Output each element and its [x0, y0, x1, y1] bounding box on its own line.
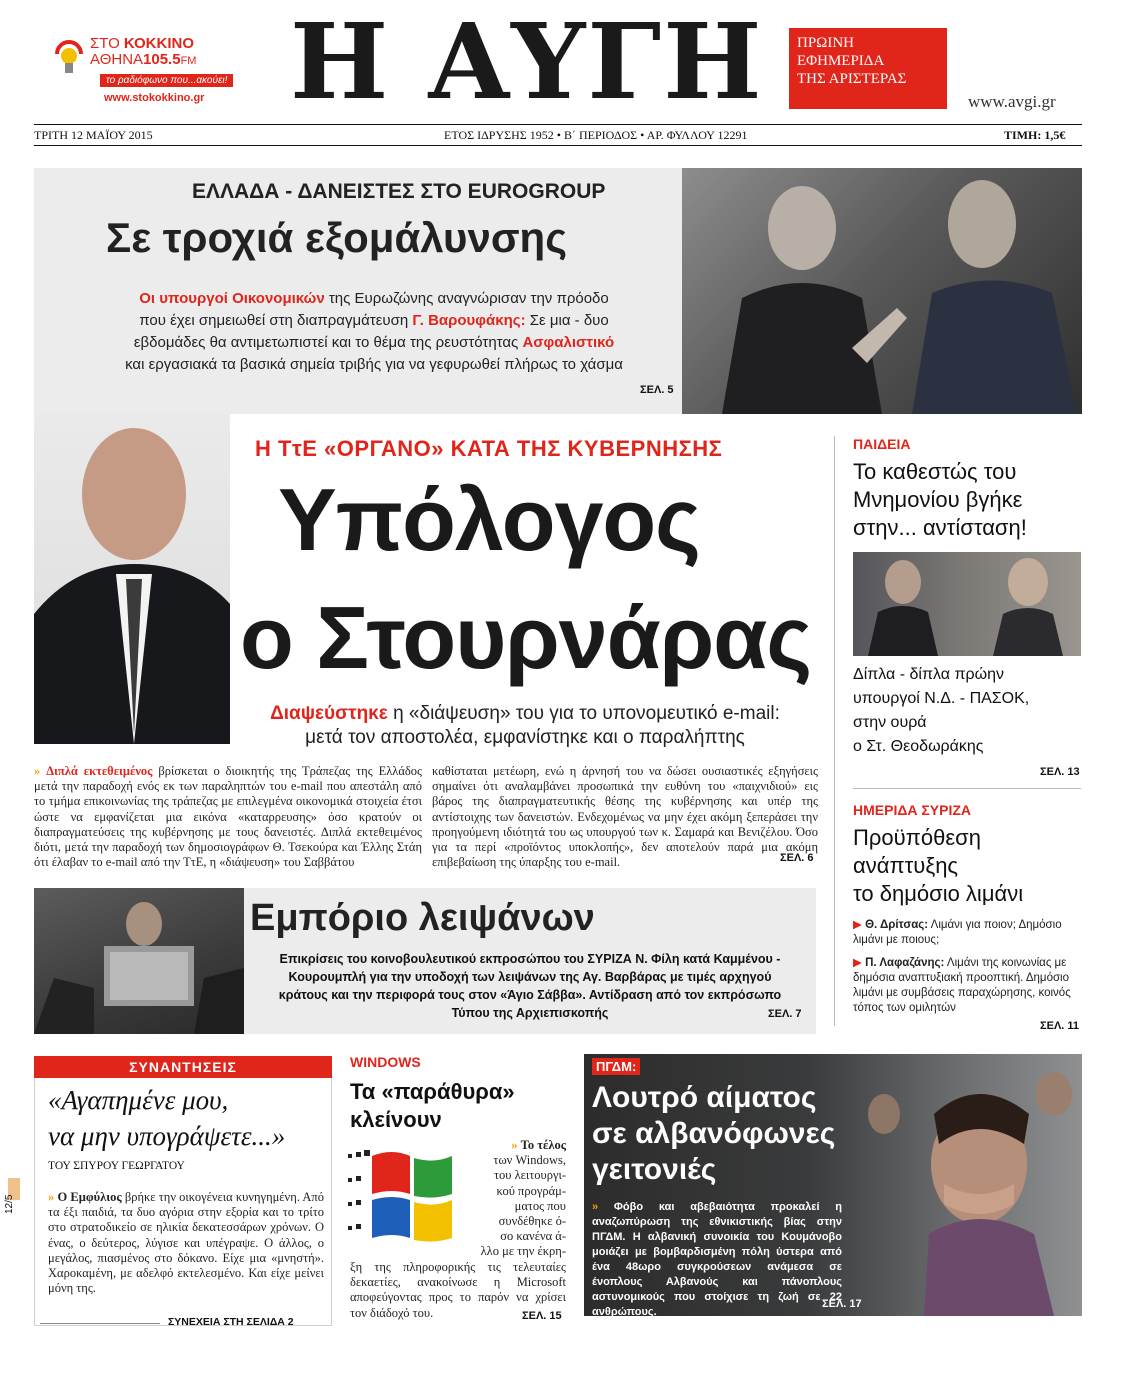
encounters-continue: ΣΥΝΕΧΕΙΑ ΣΤΗ ΣΕΛΙΔΑ 2: [168, 1316, 294, 1328]
radio-name-a: ΣΤΟ: [90, 35, 120, 52]
fyrom-headline-2: σε αλβανόφωνες: [592, 1117, 836, 1150]
stournaras-photo: [34, 414, 230, 744]
syriza-bullet-1-text: Λιμάνι για ποιον; Δημόσιο λιμάνι με ποιους;: [853, 919, 1062, 946]
relics-line-2: Κουρουμπλή για την υποδοχή των λειψάνων της Αγ. Βαρβάρας με τιμές αρχηγού: [288, 970, 772, 984]
side-date-code: 12/5: [4, 1194, 15, 1214]
encounters-body: [48, 1190, 324, 1296]
eurogroup-text-1: της Ευρωζώνης αναγνώρισαν την πρόοδο: [324, 290, 609, 307]
radio-band: FM: [180, 55, 197, 67]
right-column-divider: [834, 436, 835, 1026]
paideia-caption-1: Δίπλα - δίπλα πρώην: [853, 666, 1004, 683]
syriza-headline-2: ανάπτυξης: [853, 853, 959, 878]
syriza-bullet-2: [853, 956, 1081, 1016]
chevron-icon: »: [48, 1190, 55, 1204]
encounters-title-1: «Αγαπημένε μου,: [48, 1085, 229, 1115]
encounters-header: ΣΥΝΑΝΤΗΣΕΙΣ: [34, 1056, 332, 1078]
eurogroup-highlight-pension: Ασφαλιστικό: [522, 334, 615, 351]
fyrom-page-ref: ΣΕΛ. 17: [822, 1298, 862, 1310]
windows-headline-1: Τα «παράθυρα»: [350, 1079, 515, 1104]
price: ΤΙΜΗ: 1,5€: [1004, 128, 1066, 142]
paideia-headline-1: Το καθεστώς του: [853, 459, 1017, 484]
relics-line-3: κράτους και την περιφορά τους στον «Άγιο Σάββα». Αντίδραση από τον εκπρόσωπο: [278, 988, 782, 1002]
windows-narrow-text: [478, 1138, 566, 1244]
eurogroup-text-5: και εργασιακά τα βασικά σημεία τριβής για να γεφυρωθεί πλήρως το χάσμα: [125, 356, 623, 373]
stournaras-col2: καθίσταται μετέωρη, ενώ η άρνησή του να δώσει ουσιαστικές εξηγήσεις σημαίνει ότι αναλαμβάνει προσωπικά την ευθύνη του «παιχνιδιού» εις βάρος της διαπραγματευτικής θέσης της κυβέρνησης και υπέρ της αντίστοιχης των δανειστών. Ενδεχομένως να μην έχει ακόμη ξεπεράσει την προηγούμενη ιδιότητά του ως υπουργού των κ. Σαμαρά και Βενιζέλου. Όσο για τα περί «προϊόντος υποκλοπής», δεν αποτελούν παρά μια ακόμη επιβεβαίωση της ύπαρξης του e-mail.: [432, 764, 818, 870]
encounters-lead: Ο Εμφύλιος: [57, 1190, 122, 1204]
eurogroup-deck: [64, 288, 684, 376]
syriza-bullet-1-name: Θ. Δρίτσας:: [865, 919, 929, 931]
radio-url[interactable]: www.stokokkino.gr: [104, 92, 205, 104]
stournaras-kicker: Η ΤτΕ «ΟΡΓΑΝΟ» ΚΑΤΑ ΤΗΣ ΚΥΒΕΡΝΗΣΗΣ: [255, 436, 723, 461]
encounters-bottom-rule: [40, 1323, 160, 1324]
right-column-separator: [853, 788, 1081, 789]
windows-narrow-6: συνδέθηκε ό-: [498, 1214, 566, 1229]
fyrom-headline-3: γειτονιές: [592, 1153, 717, 1186]
eurogroup-text-3: Σε μια - δυο: [525, 312, 609, 329]
eurogroup-kicker: ΕΛΛΑΔΑ - ΔΑΝΕΙΣΤΕΣ ΣΤΟ EUROGROUP: [192, 180, 606, 203]
fyrom-headline-1: Λουτρό αίματος: [592, 1081, 817, 1114]
radio-frequency: 105.5: [143, 51, 181, 68]
eurogroup-text-2: που έχει σημειωθεί στη διαπραγμάτευση: [139, 312, 413, 329]
windows-narrow-4: κού προγράμ-: [496, 1183, 566, 1198]
paideia-headline-3: στην... αντίσταση!: [853, 515, 1027, 540]
paideia-photo: [853, 552, 1081, 656]
paideia-page-ref: ΣΕΛ. 13: [1040, 766, 1080, 778]
radio-slogan: το ραδιόφωνο που...ακούει!: [100, 74, 233, 87]
fyrom-kicker: ΠΓΔΜ:: [592, 1058, 640, 1075]
encounters-author: ΤΟΥ ΣΠΥΡΟΥ ΓΕΩΡΓΑΤΟΥ: [48, 1160, 185, 1172]
masthead-rule: [34, 124, 1082, 125]
eurogroup-headline: Σε τροχιά εξομάλυνσης: [106, 214, 568, 261]
windows-headline-2: κλείνουν: [350, 1107, 442, 1132]
relics-headline: Εμπόριο λειψάνων: [250, 897, 595, 939]
syriza-bullet-2-name: Π. Λαφαζάνης:: [865, 957, 945, 969]
eurogroup-photo: [682, 168, 1082, 414]
eurogroup-text-4: εβδομάδες θα αντιμετωπιστεί και το θέμα της ρευστότητας: [133, 334, 523, 351]
eurogroup-highlight-varoufakis: Γ. Βαρουφάκης:: [412, 312, 526, 329]
tagline-line-1: ΠΡΩΙΝΗ: [797, 35, 854, 51]
issue-info: ΕΤΟΣ ΙΔΡΥΣΗΣ 1952 • Β΄ ΠΕΡΙΟΔΟΣ • ΑΡ. ΦΥΛΛΟΥ 12291: [444, 128, 748, 142]
eurogroup-highlight-ministers: Οι υπουργοί Οικονομικών: [139, 290, 325, 307]
chevron-icon: »: [511, 1138, 518, 1152]
stournaras-page-ref: ΣΕΛ. 6: [780, 852, 814, 864]
stournaras-deck-2: μετά τον αποστολέα, εμφανίστηκε και ο παραλήπτης: [305, 727, 745, 748]
encounters-title-2: να μην υπογράψετε...»: [48, 1121, 286, 1151]
windows-wide-text: ξη της πληροφορικής τις τελευταίες δεκαετίες, ανακοίνωσε η Microsoft αποφεύγοντας προς το παρόν να χρίσει τον διάδοχό του.: [350, 1260, 566, 1320]
radio-name-b: ΚΟΚΚΙΝΟ: [123, 35, 194, 52]
tagline-line-3: ΤΗΣ ΑΡΙΣΤΕΡΑΣ: [797, 71, 907, 87]
stournaras-col1: βρίσκεται ο διοικητής της Τράπεζας της Ελλάδος μετά την παραδοχή ενός εκ των παραληπτών του e-mail που απεστάλη από το τμήμα επικοινωνίας της τράπεζας με επιλεγμένα οικονομικά στοιχεία έτσι ώστε να εμφανίζεται μια εικόνα «καταρρευσης» όσο κρατούν οι διαπραγματεύσεις της κυβέρνησης με τους δανειστές. Διπλά εκτεθειμένος διότι, μετά την παραδοχή των δημοσιογράφων Θ. Τσεκούρα και Έλλης Στάη ότι έλαβαν το e-mail από την ΤτΕ, η «διάψευση» του Σαββάτου: [34, 764, 422, 870]
relics-line-1: Επικρίσεις του κοινοβουλευτικού εκπροσώπου του ΣΥΡΙΖΑ Ν. Φίλη κατά Καμμένου -: [279, 952, 781, 966]
syriza-bullet-1: [853, 918, 1081, 948]
paideia-headline-2: Μνημονίου βγήκε: [853, 487, 1023, 512]
radio-logo: [52, 34, 237, 112]
eurogroup-page-ref: ΣΕΛ. 5: [640, 384, 674, 396]
masthead-rule-bottom: [34, 145, 1082, 146]
paideia-caption-3: στην ουρά: [853, 714, 927, 731]
paideia-caption-2: υπουργοί Ν.Δ. - ΠΑΣΟΚ,: [853, 690, 1030, 707]
chevron-icon: »: [592, 1201, 599, 1213]
windows-kicker: WINDOWS: [350, 1054, 421, 1070]
issue-date: ΤΡΙΤΗ 12 ΜΑΪΟΥ 2015: [34, 128, 153, 142]
paideia-caption-4: ο Στ. Θεοδωράκης: [853, 738, 984, 755]
stournaras-deck-highlight: Διαψεύστηκε: [270, 703, 388, 724]
syriza-page-ref: ΣΕΛ. 11: [1040, 1020, 1080, 1032]
windows-narrow-3: του λειτουργι-: [493, 1168, 566, 1183]
stournaras-headline-1: Υπόλογος: [278, 470, 700, 569]
syriza-headline-3: το δημόσιο λιμάνι: [853, 881, 1024, 906]
windows-narrow-2: των Windows,: [493, 1153, 566, 1168]
tagline-line-2: ΕΦΗΜΕΡΙΔΑ: [797, 53, 885, 69]
windows-narrow-7: σο κανένα ά-: [500, 1229, 566, 1244]
windows-page-ref: ΣΕΛ. 15: [522, 1310, 562, 1322]
radio-city: ΑΘΗΝΑ: [90, 51, 144, 68]
stournaras-body-col1: [34, 764, 422, 870]
windows-narrow-1: Το τέλος: [520, 1138, 566, 1152]
chevron-icon: »: [34, 764, 41, 778]
lightbulb-icon: [52, 34, 86, 84]
syriza-bullet-2-text: Λιμάνι της κοινωνίας με δημόσια αναπτυξιακή προοπτική. Δημόσιο λιμάνι με συμβάσεις παραχώρησης, κοινός τόπος των ομιλητών: [853, 957, 1071, 1014]
relics-page-ref: ΣΕΛ. 7: [768, 1008, 802, 1020]
encounters-body-text: βρήκε την οικογένεια κυνηγημένη. Από τα έξι παιδιά, τα δυο αγόρια στην εξορία και το τρίτο στο στρατοδικείο σε ηλικία δεκατεσσάρων χρόνων. Ο ένας, ο δεύτερος, λύγισε και υπέγραψε. Ο άλλος, ο μεγάλος, πιασμένος στο δόκανο. Είχε μια «μνηστή». Χαροκαμένη, με αδελφό εκτελεσμένο. Και είχε μείνει μόνη της.: [48, 1190, 324, 1296]
fyrom-body-text: Φόβο και αβεβαιότητα προκαλεί η αναζωπύρωση της εθνικιστικής βίας στην ΠΓΔΜ. Η αλβανική συνοικία του Κουμάνοβο μοιάζει με βομβαρδισμένη πόλη ύστερα από ένα 48ωρο συγκρούσεων ανάμεσα σε ένοπλους Αλβανούς και πάνοπλους αστυνομικούς που στοίχισε τη ζωή σε 22 ανθρώπους.: [592, 1201, 842, 1318]
paideia-kicker: ΠΑΙΔΕΙΑ: [853, 436, 911, 452]
stournaras-headline-2: ο Στουρνάρας: [240, 588, 812, 687]
triangle-bullet-icon: ▶: [853, 919, 862, 931]
stournaras-lead: Διπλά εκτεθειμένος: [46, 764, 153, 778]
newspaper-title: Η ΑΥΓΗ: [290, 0, 764, 123]
relics-line-4: Τύπου της Αρχιεπισκοπής: [451, 1006, 609, 1020]
triangle-bullet-icon: ▶: [853, 957, 862, 969]
tagline-box: [789, 28, 947, 109]
relics-photo: [34, 888, 244, 1034]
fyrom-body: [592, 1200, 842, 1320]
syriza-kicker: ΗΜΕΡΙΔΑ ΣΥΡΙΖΑ: [853, 802, 972, 818]
syriza-headline-1: Προϋπόθεση: [853, 825, 981, 850]
website[interactable]: www.avgi.gr: [968, 92, 1056, 111]
windows-narrow-8: λλο με την έκρη-: [480, 1244, 566, 1258]
windows-narrow-5: ματος που: [514, 1198, 566, 1213]
stournaras-deck-1: η «διάψευση» του για το υπονομευτικό e-mail:: [387, 703, 780, 724]
stournaras-deck: [232, 702, 818, 750]
